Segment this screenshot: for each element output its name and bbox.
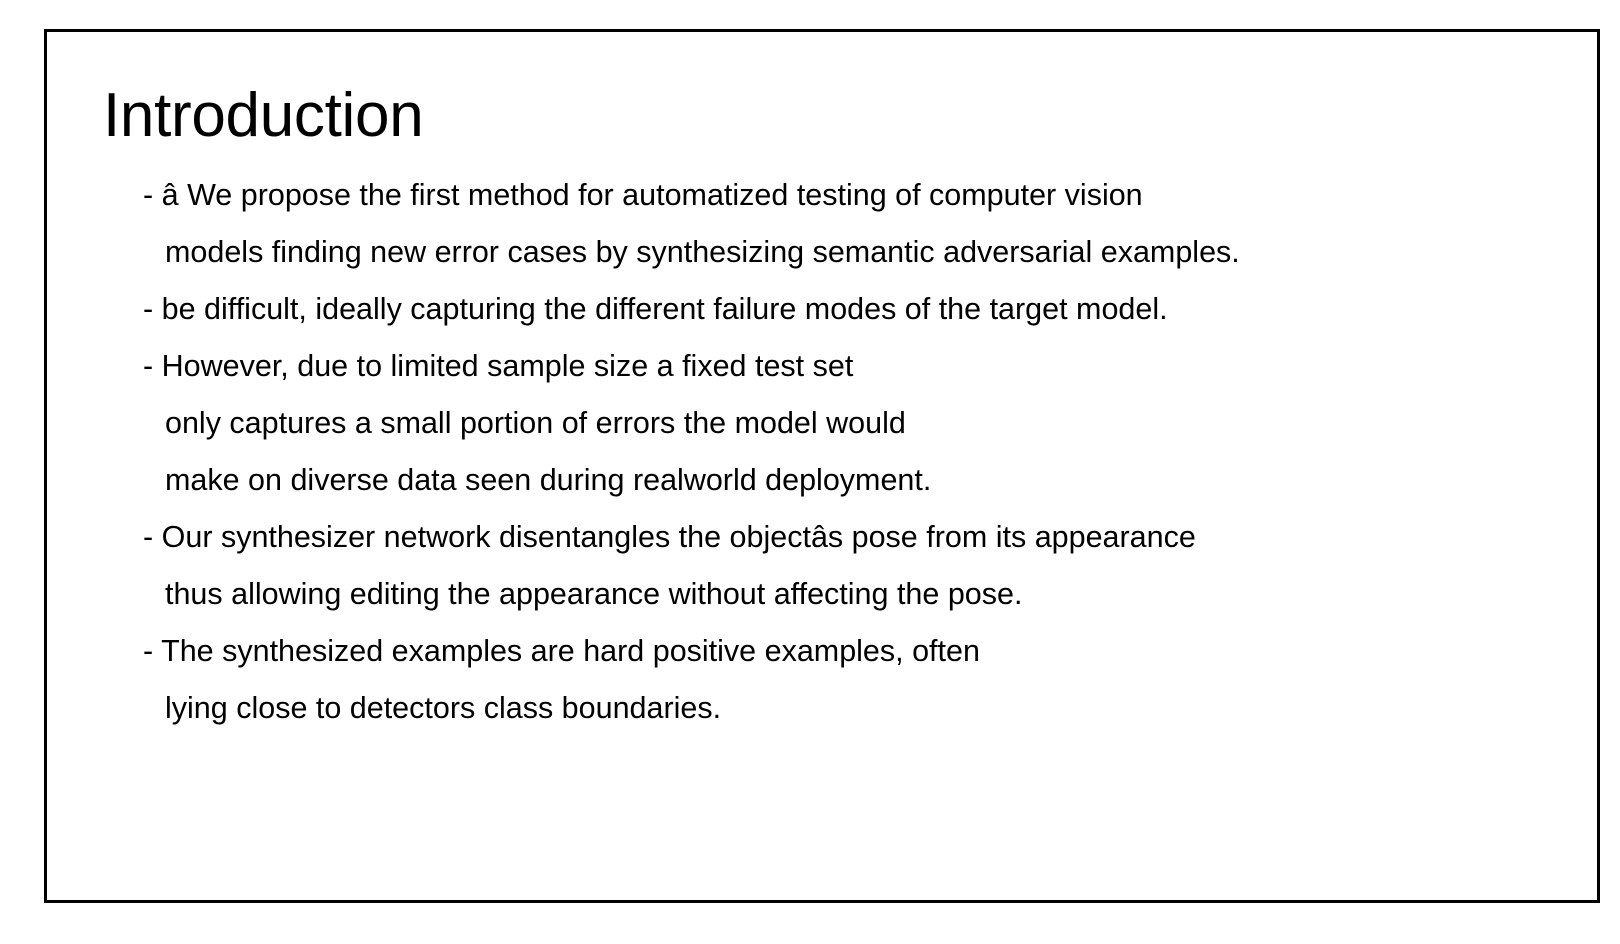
bullet-line-1-continuation: models finding new error cases by synthesizing semantic adversarial examples. xyxy=(165,235,1240,269)
bullet-line-5: - The synthesized examples are hard positive examples, often xyxy=(143,634,980,668)
bullet-line-3-continuation-1: only captures a small portion of errors the model would xyxy=(165,406,906,440)
bullet-line-3-continuation-2: make on diverse data seen during realworld deployment. xyxy=(165,463,932,497)
bullet-line-4-continuation: thus allowing editing the appearance without affecting the pose. xyxy=(165,577,1023,611)
slide-frame xyxy=(44,29,1600,903)
slide-title: Introduction xyxy=(103,81,424,150)
slide-body xyxy=(143,167,1523,737)
bullet-line-3: - However, due to limited sample size a fixed test set xyxy=(143,349,854,383)
bullet-line-1: - â We propose the first method for automatized testing of computer vision xyxy=(143,178,1143,212)
bullet-line-5-continuation: lying close to detectors class boundaries. xyxy=(165,691,722,725)
bullet-line-2: - be difficult, ideally capturing the different failure modes of the target model. xyxy=(143,292,1168,326)
bullet-line-4: - Our synthesizer network disentangles the objectâs pose from its appearance xyxy=(143,520,1196,554)
